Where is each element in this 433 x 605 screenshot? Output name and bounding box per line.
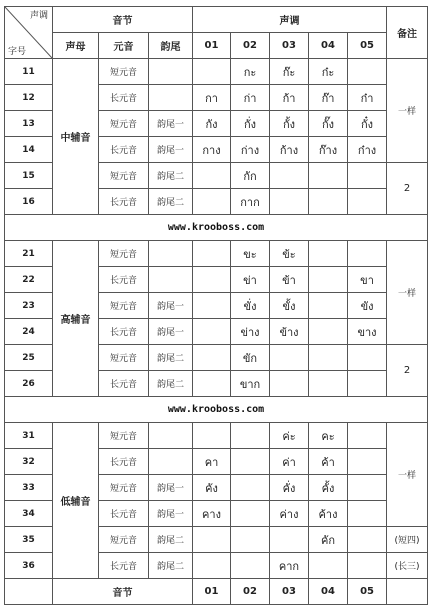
tone-cell: ก๋า	[348, 85, 387, 111]
final-type-cell	[149, 267, 193, 293]
consonant-class-cell: 中辅音	[53, 59, 99, 215]
tone-02-header: 02	[231, 33, 270, 59]
vowel-header: 元音	[99, 33, 149, 59]
tone-cell	[309, 163, 348, 189]
group-note-bottom: 2	[387, 163, 428, 215]
tone-cell	[193, 371, 231, 397]
vowel-type-cell: 短元音	[99, 111, 149, 137]
tone-cell: คั่ง	[270, 475, 309, 501]
row-number: 36	[5, 553, 53, 579]
tone-05-header: 05	[348, 33, 387, 59]
tone-cell: ข่า	[231, 267, 270, 293]
footer-empty	[5, 579, 53, 605]
footer-row	[5, 579, 428, 605]
tone-cell	[348, 345, 387, 371]
row-number: 12	[5, 85, 53, 111]
tone-cell: คะ	[309, 423, 348, 449]
row-number: 13	[5, 111, 53, 137]
vowel-type-cell: 短元音	[99, 293, 149, 319]
tone-cell	[309, 241, 348, 267]
group-note-top: 一样	[387, 423, 428, 527]
group-note-top: 一样	[387, 59, 428, 163]
tone-cell: กั้ง	[270, 111, 309, 137]
tone-cell: ค่าง	[270, 501, 309, 527]
footer-tone: 03	[270, 579, 309, 605]
remark-header: 备注	[387, 7, 428, 59]
tone-cell: ขั่ง	[231, 293, 270, 319]
tone-cell	[193, 553, 231, 579]
tone-cell: ก๊ะ	[270, 59, 309, 85]
tone-cell	[348, 189, 387, 215]
tone-cell	[309, 189, 348, 215]
row-number: 25	[5, 345, 53, 371]
table-row	[5, 59, 428, 85]
tone-cell	[231, 475, 270, 501]
tone-cell	[309, 371, 348, 397]
tone-cell: ค้า	[309, 449, 348, 475]
tone-cell	[270, 371, 309, 397]
vowel-type-cell: 长元音	[99, 501, 149, 527]
tone-cell	[193, 319, 231, 345]
tone-cell: กั่ง	[231, 111, 270, 137]
tone-cell: ข้า	[270, 267, 309, 293]
final-type-cell: 韵尾二	[149, 345, 193, 371]
syllable-header: 音节	[53, 7, 193, 33]
final-type-cell	[149, 59, 193, 85]
final-type-cell: 韵尾二	[149, 163, 193, 189]
vowel-type-cell: 长元音	[99, 319, 149, 345]
tone-cell	[270, 345, 309, 371]
consonant-class-cell: 高辅音	[53, 241, 99, 397]
final-type-cell: 韵尾一	[149, 475, 193, 501]
tone-cell: คัง	[193, 475, 231, 501]
watermark-row	[5, 397, 428, 423]
final-type-cell: 韵尾一	[149, 137, 193, 163]
vowel-type-cell: 长元音	[99, 267, 149, 293]
tone-cell: ก้า	[270, 85, 309, 111]
row-number: 32	[5, 449, 53, 475]
tone-cell: กะ	[231, 59, 270, 85]
tone-cell	[231, 553, 270, 579]
tone-03-header: 03	[270, 33, 309, 59]
tone-cell: ก้าง	[270, 137, 309, 163]
tone-cell: คัก	[309, 527, 348, 553]
tone-cell: กั๋ง	[348, 111, 387, 137]
tone-cell: คั้ง	[309, 475, 348, 501]
tone-cell: ก๋าง	[348, 137, 387, 163]
tone-cell	[270, 527, 309, 553]
tone-cell	[309, 293, 348, 319]
footer-syllable: 音节	[53, 579, 193, 605]
vowel-type-cell: 短元音	[99, 163, 149, 189]
row-number: 35	[5, 527, 53, 553]
row-number: 24	[5, 319, 53, 345]
tone-cell	[231, 527, 270, 553]
final-type-cell: 韵尾二	[149, 553, 193, 579]
thai-tone-table	[4, 6, 428, 605]
tone-cell: ก๊า	[309, 85, 348, 111]
vowel-type-cell: 短元音	[99, 345, 149, 371]
tone-cell	[231, 449, 270, 475]
tone-cell	[348, 553, 387, 579]
vowel-type-cell: 短元音	[99, 527, 149, 553]
tone-01-header: 01	[193, 33, 231, 59]
vowel-type-cell: 长元音	[99, 189, 149, 215]
tone-cell: ขัง	[348, 293, 387, 319]
row-note: (短四)	[387, 527, 428, 553]
tone-header: 声调	[193, 7, 387, 33]
row-number: 23	[5, 293, 53, 319]
final-type-cell: 韵尾二	[149, 189, 193, 215]
vowel-type-cell: 短元音	[99, 475, 149, 501]
tone-cell	[348, 501, 387, 527]
watermark-text: www.krooboss.com	[5, 215, 428, 241]
final-type-cell	[149, 449, 193, 475]
tone-cell	[193, 163, 231, 189]
tone-cell	[309, 267, 348, 293]
tone-cell: ขาก	[231, 371, 270, 397]
final-type-cell: 韵尾一	[149, 111, 193, 137]
tone-cell	[348, 371, 387, 397]
tone-cell: ข้าง	[270, 319, 309, 345]
row-number: 16	[5, 189, 53, 215]
tone-cell: ก๋ะ	[309, 59, 348, 85]
tone-cell: ค่ะ	[270, 423, 309, 449]
row-note: (长三)	[387, 553, 428, 579]
tone-cell	[193, 189, 231, 215]
tone-cell	[348, 475, 387, 501]
final-type-cell	[149, 241, 193, 267]
corner-tone-label: 声调	[29, 11, 48, 21]
tone-cell	[193, 241, 231, 267]
tone-cell: ขัก	[231, 345, 270, 371]
tone-cell: ค้าง	[309, 501, 348, 527]
row-number: 33	[5, 475, 53, 501]
vowel-type-cell: 短元音	[99, 241, 149, 267]
tone-cell: ข่าง	[231, 319, 270, 345]
row-number: 15	[5, 163, 53, 189]
tone-cell: ก๊าง	[309, 137, 348, 163]
tone-cell: ค่า	[270, 449, 309, 475]
footer-tone: 04	[309, 579, 348, 605]
row-number: 34	[5, 501, 53, 527]
tone-cell: ขาง	[348, 319, 387, 345]
final-type-cell: 韵尾二	[149, 371, 193, 397]
footer-empty-note	[387, 579, 428, 605]
tone-cell	[348, 241, 387, 267]
final-header: 韵尾	[149, 33, 193, 59]
tone-cell	[309, 553, 348, 579]
final-type-cell: 韵尾一	[149, 293, 193, 319]
tone-cell: ขะ	[231, 241, 270, 267]
tone-cell	[348, 527, 387, 553]
vowel-type-cell: 长元音	[99, 137, 149, 163]
tone-cell	[348, 449, 387, 475]
tone-cell	[193, 345, 231, 371]
watermark-text: www.krooboss.com	[5, 397, 428, 423]
tone-cell	[193, 293, 231, 319]
vowel-type-cell: 长元音	[99, 371, 149, 397]
watermark-row	[5, 215, 428, 241]
tone-cell	[193, 423, 231, 449]
row-number: 21	[5, 241, 53, 267]
vowel-type-cell: 长元音	[99, 553, 149, 579]
vowel-type-cell: 长元音	[99, 449, 149, 475]
tone-cell: คาง	[193, 501, 231, 527]
vowel-type-cell: 短元音	[99, 423, 149, 449]
tone-cell: กาก	[231, 189, 270, 215]
tone-cell	[193, 527, 231, 553]
tone-cell: ก่า	[231, 85, 270, 111]
tone-cell: คา	[193, 449, 231, 475]
tone-cell	[348, 423, 387, 449]
final-type-cell: 韵尾一	[149, 319, 193, 345]
tone-cell: ข้ะ	[270, 241, 309, 267]
tone-cell: กาง	[193, 137, 231, 163]
vowel-type-cell: 长元音	[99, 85, 149, 111]
tone-cell: ขั้ง	[270, 293, 309, 319]
tone-cell: กา	[193, 85, 231, 111]
initial-header: 声母	[53, 33, 99, 59]
tone-cell	[348, 59, 387, 85]
tone-cell: ขา	[348, 267, 387, 293]
tone-cell	[309, 319, 348, 345]
row-number: 31	[5, 423, 53, 449]
footer-tone: 02	[231, 579, 270, 605]
final-type-cell	[149, 423, 193, 449]
row-number: 11	[5, 59, 53, 85]
tone-cell	[270, 163, 309, 189]
final-type-cell: 韵尾二	[149, 527, 193, 553]
tone-cell: คาก	[270, 553, 309, 579]
tone-cell: กัก	[231, 163, 270, 189]
group-note-top: 一样	[387, 241, 428, 345]
row-number: 26	[5, 371, 53, 397]
consonant-class-cell: 低辅音	[53, 423, 99, 579]
group-note-bottom: 2	[387, 345, 428, 397]
table-row	[5, 423, 428, 449]
tone-cell	[348, 163, 387, 189]
table-row	[5, 241, 428, 267]
footer-tone: 05	[348, 579, 387, 605]
tone-cell	[193, 267, 231, 293]
final-type-cell	[149, 85, 193, 111]
row-number: 22	[5, 267, 53, 293]
tone-cell: กั๊ง	[309, 111, 348, 137]
corner-header-cell	[5, 7, 53, 59]
tone-cell	[309, 345, 348, 371]
corner-number-label: 字号	[8, 47, 27, 57]
tone-cell	[231, 423, 270, 449]
tone-cell	[193, 59, 231, 85]
tone-04-header: 04	[309, 33, 348, 59]
tone-cell: ก่าง	[231, 137, 270, 163]
row-number: 14	[5, 137, 53, 163]
vowel-type-cell: 短元音	[99, 59, 149, 85]
tone-cell	[270, 189, 309, 215]
footer-tone: 01	[193, 579, 231, 605]
tone-cell: กัง	[193, 111, 231, 137]
tone-cell	[231, 501, 270, 527]
final-type-cell: 韵尾一	[149, 501, 193, 527]
